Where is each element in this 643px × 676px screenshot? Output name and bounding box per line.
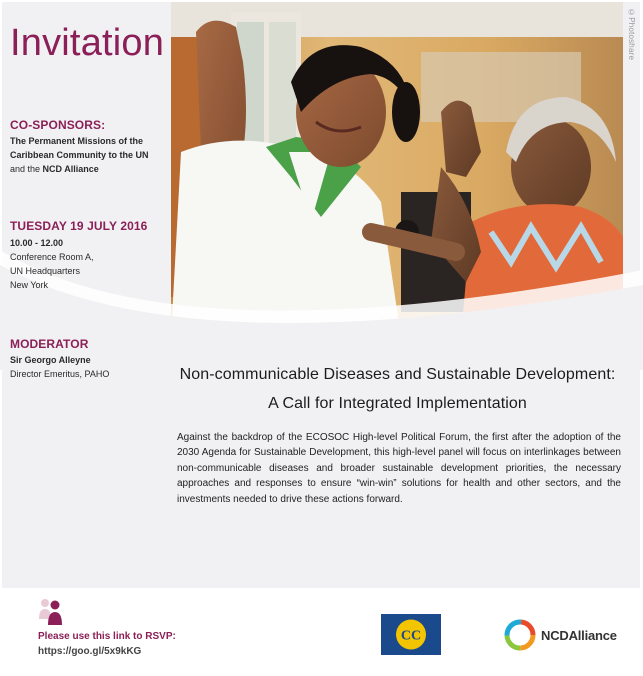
event-time: 10.00 - 12.00 (10, 238, 64, 248)
ncd-alliance-ring-icon (502, 617, 538, 653)
cosponsors-line: Caribbean Community to the UN (10, 150, 149, 160)
caricom-logo (381, 614, 441, 655)
cosponsors-line-prefix: and the (10, 164, 43, 174)
moderator-heading: MODERATOR (10, 337, 89, 351)
event-description: Against the backdrop of the ECOSOC High-level Political Forum, the first after the adoption of the 2030 Agenda for Sustainable Development, this high-level panel will focus on interlinkages between non-communicable diseases and broader sustainable development priorities, the necessary approaches and responses to ensure “win-win” solutions for health and other sectors, and the investments needed to drive these actions forward. (177, 432, 621, 505)
moderator-info (10, 353, 160, 381)
people-icon (38, 597, 64, 627)
rsvp-label: Please use this link to RSVP: (38, 631, 176, 642)
cosponsors-line (10, 162, 160, 176)
photo-credit: ©Photoshare (627, 8, 636, 61)
caricom-letters: CC (400, 628, 422, 644)
rsvp-link[interactable]: https://goo.gl/5x9kKG (38, 646, 142, 657)
moderator-role: Director Emeritus, PAHO (10, 369, 110, 379)
event-city: New York (10, 280, 49, 290)
event-title-line1: Non-communicable Diseases and Sustainable Development: (179, 366, 616, 383)
cosponsors-text (10, 134, 160, 176)
cosponsors-heading: CO-SPONSORS: (10, 118, 106, 132)
ncd-alliance-wordmark: NCDAlliance (541, 627, 617, 643)
moderator-name: Sir Georgo Alleyne (10, 355, 91, 365)
event-title-line2: A Call for Integrated Implementation (268, 395, 527, 412)
event-building: UN Headquarters (10, 266, 81, 276)
page-title: Invitation (10, 22, 165, 64)
ncd-alliance-name: NCD Alliance (42, 164, 99, 174)
cosponsors-line: The Permanent Missions of the (10, 136, 144, 146)
event-room: Conference Room A, (10, 252, 94, 262)
ncd-alliance-logo (502, 617, 617, 653)
event-date: TUESDAY 19 JULY 2016 (10, 219, 148, 233)
event-venue (10, 236, 160, 292)
